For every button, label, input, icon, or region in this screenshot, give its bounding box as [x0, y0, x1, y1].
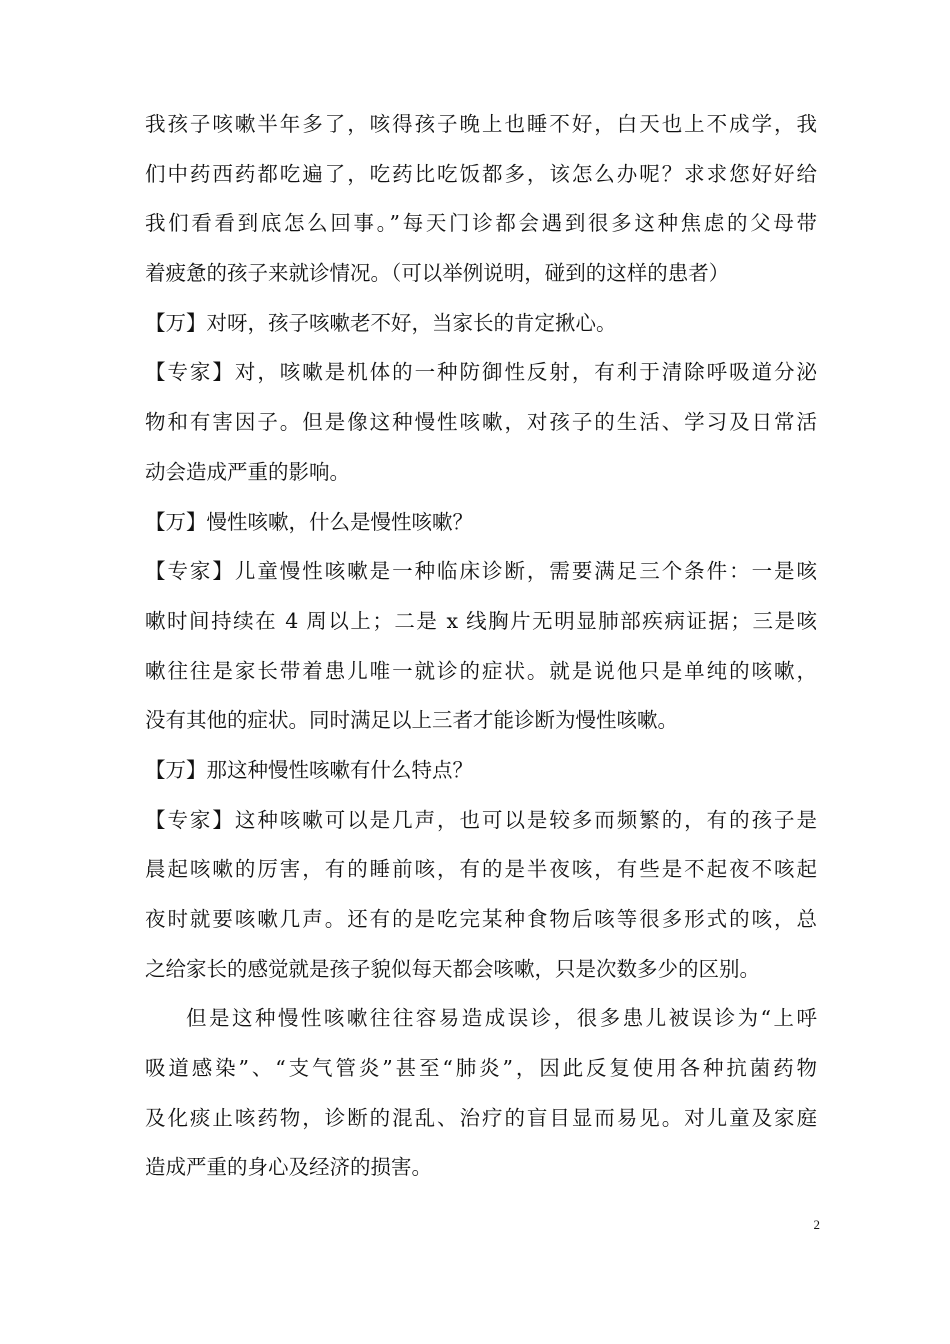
paragraph-body	[145, 994, 817, 1193]
text-line: 【万】慢性咳嗽，什么是慢性咳嗽？	[145, 509, 473, 534]
document-body	[145, 100, 817, 1193]
paragraph-host	[145, 746, 817, 796]
paragraph-quote	[145, 100, 817, 299]
text-line: 嗽时间持续在 4 周以上；二是 x 线胸片无明显肺部疾病证据；三是咳	[145, 608, 817, 633]
text-line: 之给家长的感觉就是孩子貌似每天都会咳嗽，只是次数多少的区别。	[145, 956, 760, 981]
paragraph-expert	[145, 348, 817, 497]
paragraph-host	[145, 299, 817, 349]
text-line: 我孩子咳嗽半年多了，咳得孩子晚上也睡不好，白天也上不成学，我	[145, 112, 817, 136]
paragraph-host	[145, 498, 817, 548]
text-line: 物和有害因子。但是像这种慢性咳嗽，对孩子的生活、学习及日常活	[145, 410, 817, 435]
text-line: 【万】对呀，孩子咳嗽老不好，当家长的肯定揪心。	[145, 310, 617, 335]
text-line: 【专家】儿童慢性咳嗽是一种临床诊断，需要满足三个条件：一是咳	[145, 559, 817, 584]
text-line: 【专家】对，咳嗽是机体的一种防御性反射，有利于清除呼吸道分泌	[145, 360, 817, 385]
text-line: 吸道感染”、“支气管炎”甚至“肺炎”，因此反复使用各种抗菌药物	[145, 1056, 817, 1081]
text-line: 【专家】这种咳嗽可以是几声，也可以是较多而频繁的，有的孩子是	[145, 807, 817, 832]
text-line: 没有其他的症状。同时满足以上三者才能诊断为慢性咳嗽。	[145, 708, 678, 733]
text-line: 但是这种慢性咳嗽往往容易造成误诊，很多患儿被误诊为“上呼	[186, 1006, 817, 1031]
paragraph-expert	[145, 796, 817, 995]
text-line: 夜时就要咳嗽几声。还有的是吃完某种食物后咳等很多形式的咳，总	[145, 907, 817, 931]
text-line: 造成严重的身心及经济的损害。	[145, 1155, 432, 1180]
paragraph-expert	[145, 547, 817, 746]
text-line: 晨起咳嗽的厉害，有的睡前咳，有的是半夜咳，有些是不起夜不咳起	[145, 857, 817, 882]
text-line: 我们看看到底怎么回事。”每天门诊都会遇到很多这种焦虑的父母带	[145, 211, 817, 236]
text-line: 动会造成严重的影响。	[145, 459, 350, 484]
text-line: 嗽往往是家长带着患儿唯一就诊的症状。就是说他只是单纯的咳嗽，	[145, 658, 817, 683]
text-line: 着疲惫的孩子来就诊情况。（可以举例说明，碰到的这样的患者）	[145, 261, 730, 286]
page-number: 2	[813, 1217, 820, 1232]
text-line: 【万】那这种慢性咳嗽有什么特点？	[145, 757, 473, 782]
text-line: 及化痰止咳药物，诊断的混乱、治疗的盲目显而易见。对儿童及家庭	[145, 1105, 817, 1130]
text-line: 们中药西药都吃遍了，吃药比吃饭都多，该怎么办呢？求求您好好给	[145, 161, 817, 186]
